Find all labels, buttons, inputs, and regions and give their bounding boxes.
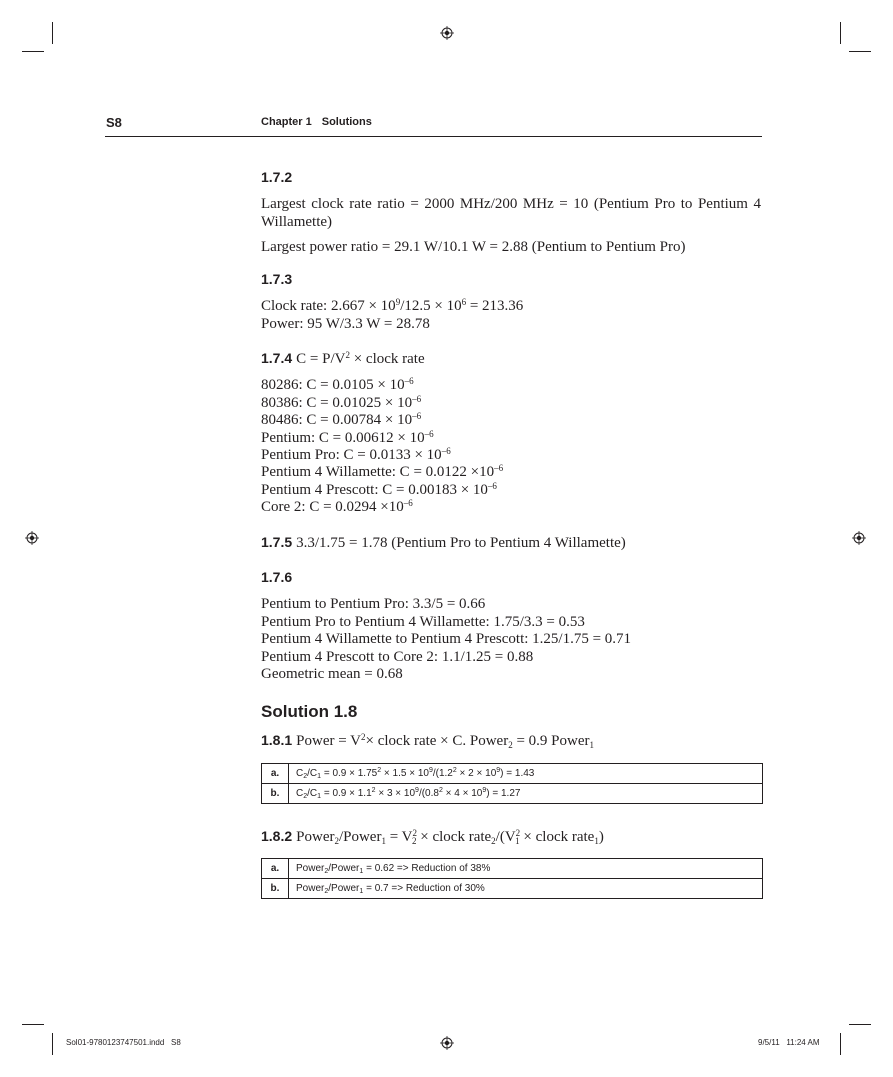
chapter-label: Chapter 1: [261, 116, 312, 128]
list-item: Pentium: $C = 0.00612 \times 10^{-6}$: [261, 428, 434, 446]
table-row: [262, 859, 763, 879]
running-head: [261, 116, 372, 128]
crop-mark: [52, 1033, 53, 1055]
registration-mark-icon: [25, 531, 39, 545]
table-row: [262, 764, 763, 784]
crop-mark: [849, 51, 871, 52]
section-heading: 1.7.3: [261, 271, 293, 287]
table-row: [262, 784, 763, 804]
section-heading: 1.7.4: [261, 350, 293, 366]
list-item: Pentium to Pentium Pro: 3.3/5 = 0.66: [261, 596, 486, 613]
paragraph: Largest clock rate ratio = 2000 MHz/200 MHz = 10 (Pentium Pro to Pentium 4 Willamette): [261, 196, 761, 230]
results-table: [261, 858, 763, 899]
paragraph: 3.3/1.75 = 1.78 (Pentium Pro to Pentium 4 Willamette): [296, 535, 626, 551]
page-number: S8: [106, 115, 122, 130]
section-label: Solutions: [321, 116, 372, 128]
solution-title: [261, 703, 761, 722]
list-item: Pentium 4 Prescott to Core 2: 1.1/1.25 = 0.88: [261, 648, 534, 665]
row-label: b.: [262, 784, 289, 804]
section-1-7-4: [261, 350, 761, 517]
section-1-7-3: [261, 271, 761, 333]
section-heading: 1.8.2: [261, 828, 293, 844]
crop-mark: [849, 1024, 871, 1025]
paragraph: Largest power ratio = 29.1 W/10.1 W = 2.88 (Pentium to Pentium Pro): [261, 239, 686, 256]
section-heading: 1.7.2: [261, 169, 293, 185]
registration-mark-icon: [440, 26, 454, 40]
list-item: Pentium 4 Willamette: $C = 0.0122 \times 10^{-6}$: [261, 463, 504, 481]
row-label: a.: [262, 764, 289, 784]
crop-mark: [840, 22, 841, 44]
crop-mark: [22, 1024, 44, 1025]
section-1-7-5: [261, 534, 761, 552]
list-item: 80386: $C = 0.01025 \times 10^{-6}$: [261, 393, 422, 411]
capacitance-list: [261, 377, 761, 516]
solution-heading: Solution 1.8: [261, 702, 358, 721]
header-rule: [105, 136, 762, 137]
section-heading: 1.7.6: [261, 569, 293, 585]
clock-rate-line: Clock rate: $2.667 \times 10^9/12.5 \times 10^6 = 213.36$: [261, 297, 524, 315]
list-item: Core 2: $C = 0.0294 \times 10^{-6}$: [261, 498, 413, 516]
power-line: Power: 95 W/3.3 W = 28.78: [261, 315, 430, 332]
ratio-list: [261, 596, 761, 683]
table-row: [262, 879, 763, 899]
row-label: b.: [262, 879, 289, 899]
crop-mark: [22, 51, 44, 52]
crop-mark: [52, 22, 53, 44]
section-1-8-1: [261, 732, 761, 750]
crop-mark: [840, 1033, 841, 1055]
row-label: a.: [262, 859, 289, 879]
section-1-7-6: [261, 569, 761, 683]
formula: Power$_2$/Power$_1$ = $V^2_2$ × clock $rate_2/(V^2_1$ × clock rate$_1$): [296, 828, 604, 846]
list-item: Pentium 4 Willamette to Pentium 4 Prescott: 1.25/1.75 = 0.71: [261, 631, 632, 648]
table-cell: $C_2/C_1 = 0.9 \times 1.75^2 \times 1.5 \times 10^9/(1.2^2 \times 2 \times 10^9) = 1.43$: [289, 764, 763, 784]
section-1-7-2: [261, 169, 761, 257]
table-cell: Power$_2$/Power$_1$ = 0.62 => Reduction of 38%: [289, 859, 763, 879]
results-table: [261, 763, 763, 804]
registration-mark-icon: [440, 1036, 454, 1050]
list-item: 80286: $C = 0.0105 \times 10^{-6}$: [261, 376, 414, 394]
section-heading: 1.7.5: [261, 534, 293, 550]
list-item: Pentium 4 Prescott: $C = 0.00183 \times 10^{-6}$: [261, 480, 497, 498]
section-1-8-2: [261, 828, 761, 846]
list-item: Pentium Pro to Pentium 4 Willamette: 1.75/3.3 = 0.53: [261, 613, 585, 630]
formula: Power = $V^2\times$ clock rate × C. Power$_2$ = 0.9 Power$_1$: [296, 732, 595, 750]
list-item: Pentium Pro: $C = 0.0133 \times 10^{-6}$: [261, 446, 451, 464]
list-item: Geometric mean = 0.68: [261, 666, 403, 683]
registration-mark-icon: [852, 531, 866, 545]
table-cell: $C_2/C_1 = 0.9 \times 1.1^2 \times 3 \times 10^9/(0.8^2 \times 4 \times 10^9) = 1.27$: [289, 784, 763, 804]
section-heading: 1.8.1: [261, 732, 293, 748]
formula: $C = P/V^2$ × clock rate: [296, 350, 425, 367]
file-slug: Sol01-9780123747501.indd S8: [66, 1038, 181, 1047]
section-heading-row: [261, 350, 761, 368]
table-cell: Power$_2$/Power$_1$ = 0.7 => Reduction of 30%: [289, 879, 763, 899]
date-slug: 9/5/11 11:24 AM: [758, 1038, 820, 1047]
list-item: 80486: $C = 0.00784 \times 10^{-6}$: [261, 411, 422, 429]
